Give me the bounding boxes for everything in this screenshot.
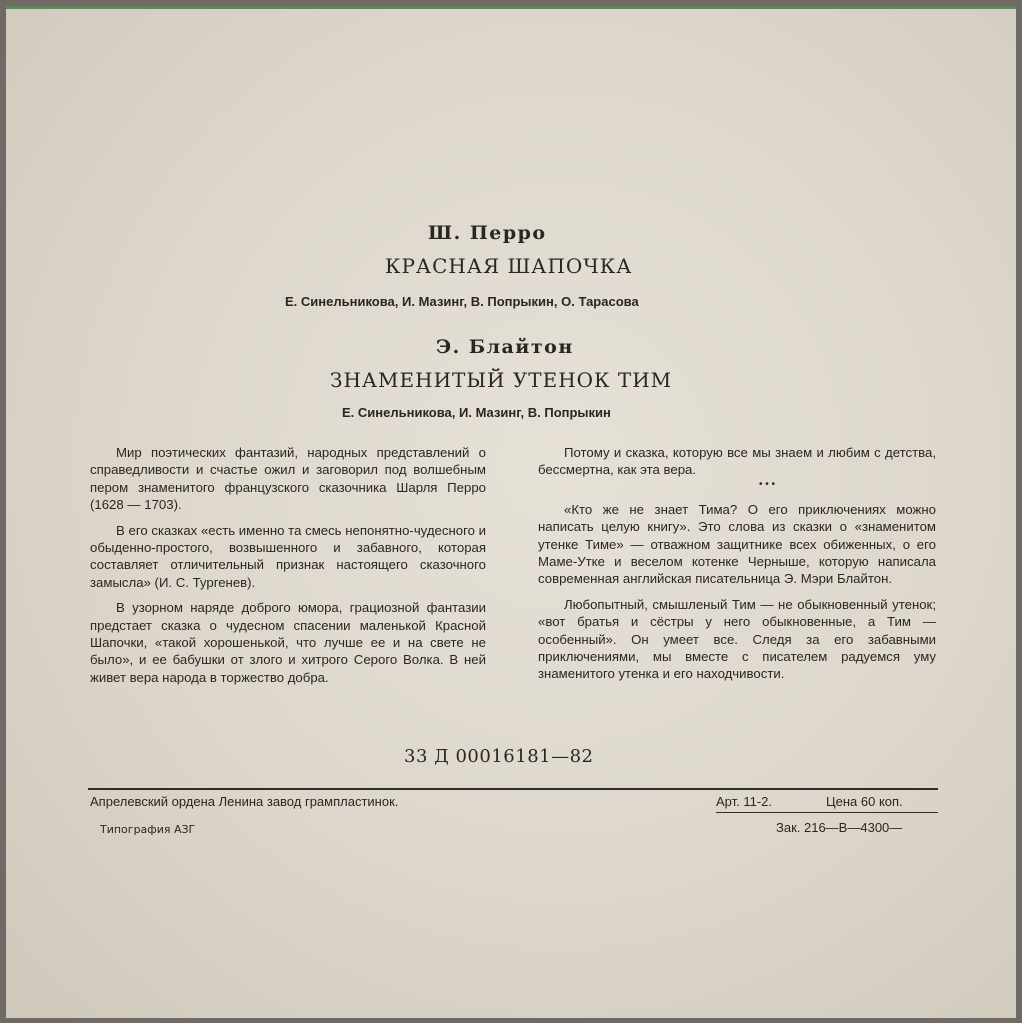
footer-printer: Типография АЗГ bbox=[100, 823, 196, 836]
record1-cast: Е. Синельникова, И. Мазинг, В. Попрыкин, О. Тарасова bbox=[285, 294, 639, 309]
footer-plant: Апрелевский ордена Ленина завод грампластинок. bbox=[90, 794, 399, 809]
right-paragraph-2: «Кто же не знает Тима? О его приключениях можно написать целую книгу». Это слова из сказки о «знаменитом утенке Тиме» — отважном защитнике всех обиженных, о его Маме-Утке и веселом котенке Черныше, которую написала современная английская писательница Э. Мэри Блайтон. bbox=[538, 501, 936, 587]
left-text-column bbox=[90, 444, 486, 694]
record1-title: КРАСНАЯ ШАПОЧКА bbox=[385, 254, 633, 278]
left-paragraph-2: В его сказках «есть именно та смесь непонятно-чудесного и обыденно-простого, возвышенного и забавного, которая составляет отличительный признак настоящего сказочного замысла» (И. С. Тургенев). bbox=[90, 522, 486, 590]
catalog-number: 33 Д 00016181—82 bbox=[404, 746, 594, 767]
right-paragraph-1: Потому и сказка, которую все мы знаем и любим с детства, бессмертна, как эта вера. bbox=[538, 445, 936, 478]
record2-cast: Е. Синельникова, И. Мазинг, В. Попрыкин bbox=[342, 405, 611, 420]
right-paragraph-3: Любопытный, смышленый Тим — не обыкновенный утенок; «вот братья и сёстры у него обыкновенные, а Тим — особенный». Он умеет все. Следя за его забавными приключениями, мы вместе с писателем радуемся уму знаменитого утенка и его находчивости. bbox=[538, 596, 936, 682]
record1-author: Ш. Перро bbox=[428, 222, 547, 244]
record2-title: ЗНАМЕНИТЫЙ УТЕНОК ТИМ bbox=[330, 368, 673, 392]
footer-rule bbox=[88, 788, 938, 790]
section-separator: • • • bbox=[758, 478, 776, 490]
footer-order: Зак. 216—В—4300— bbox=[776, 820, 903, 835]
right-text-column bbox=[538, 444, 936, 691]
footer-article: Арт. 11-2. bbox=[716, 794, 773, 809]
record2-author: Э. Блайтон bbox=[436, 336, 574, 358]
footer-price-underline bbox=[716, 812, 938, 813]
left-paragraph-3: В узорном наряде доброго юмора, грациозной фантазии предстает сказка о чудесном спасении маленькой Красной Шапочки, «такой хорошенькой, что лучше ее и на свете не было», и ее бабушки от злого и хитрого Серого Волка. В ней живет вера народа в торжество добра. bbox=[90, 600, 486, 685]
footer-price: Цена 60 коп. bbox=[826, 794, 903, 809]
left-paragraph-1: Мир поэтических фантазий, народных представлений о справедливости и счастье ожил и заговорил под волшебным пером знаменитого французского сказочника Шарля Перро (1628 — 1703). bbox=[90, 445, 486, 513]
